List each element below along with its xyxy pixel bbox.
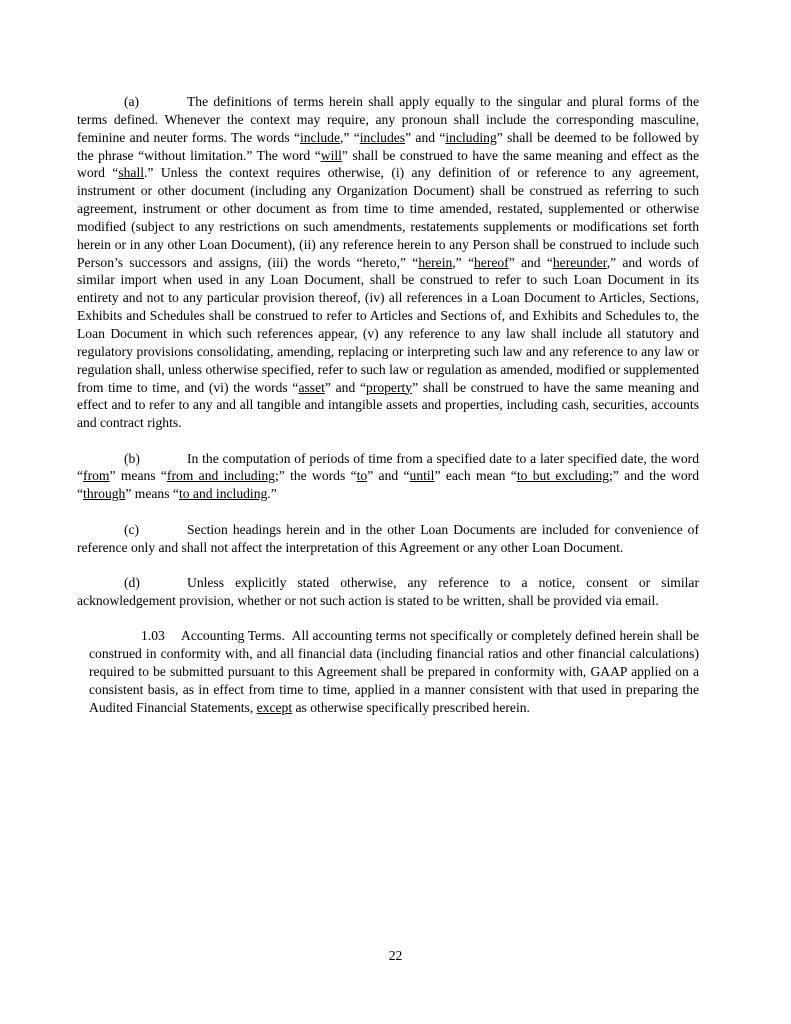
defined-term-will: will (320, 147, 342, 163)
paragraph-d-text: Unless explicitly stated otherwise, any reference to a notice, consent or similar acknowledgement provision, whether or not such action is stated to be written, shall be provided via email. (77, 575, 699, 608)
section-number: 1.03 (141, 628, 165, 644)
text-run: ;” the words “ (274, 468, 357, 484)
paragraph-d-label: (d) (124, 575, 140, 591)
paragraph-d (77, 574, 699, 610)
text-run: ” and “ (367, 468, 410, 484)
defined-term-from: from (83, 468, 110, 484)
text-run: ” and “ (508, 254, 553, 270)
paragraph-a-label: (a) (124, 94, 140, 109)
text-run: ” and “ (324, 379, 367, 395)
defined-term-to: to (356, 468, 368, 484)
text-run: ” shall be construed to have the same meaning and effect and to refer to any and all tangible and intangible assets and properties, including cash, securities, accounts and contract rights. (77, 379, 699, 431)
defined-term-until: until (409, 468, 435, 484)
text-run: In the computation of periods of time from a specified date to a later specified date, the word “ (77, 450, 699, 484)
defined-term-includes: includes (359, 129, 406, 145)
defined-term-to-but-excluding: to but excluding (516, 468, 610, 484)
defined-term-to-and-including: to and including (178, 486, 268, 502)
text-run: as otherwise specifically prescribed herein. (292, 699, 530, 715)
paragraph-c-text: Section headings herein and in the other Loan Documents are included for convenience of reference only and shall not affect the interpretation of this Agreement or any other Loan Document. (77, 521, 699, 555)
defined-term-asset: asset (298, 379, 325, 395)
text-run: ” shall be deemed to be followed by the phrase “without limitation.” The word “ (77, 129, 700, 163)
paragraph-a (77, 93, 699, 432)
text-run: ;” and the word “ (77, 468, 699, 502)
text-run: ” means “ (109, 468, 167, 484)
paragraph-b (77, 450, 699, 504)
text-run: The definitions of terms herein shall apply equally to the singular and plural forms of the terms defined. Whenever the context may require, any pronoun shall include the corresponding masculine, feminine and neuter forms. The words “ (77, 94, 699, 145)
text-run: ” each mean “ (434, 468, 517, 484)
defined-term-hereunder: hereunder (552, 254, 607, 270)
defined-term-include: include (299, 129, 340, 145)
text-run: .” (267, 486, 277, 502)
section-title: Accounting Terms. (181, 628, 285, 644)
paragraph-c-label: (c) (124, 521, 140, 537)
text-run: ” means “ (125, 486, 179, 502)
text-run: ,” “ (452, 254, 474, 270)
text-run: ,” “ (340, 129, 360, 145)
text-run: ” shall be construed to have the same meaning and effect as the word “ (77, 147, 699, 181)
page-content (77, 93, 699, 717)
paragraph-b-label: (b) (124, 450, 140, 466)
page-number: 22 (388, 948, 403, 963)
defined-term-including: including (445, 129, 497, 145)
defined-term-property: property (366, 379, 413, 395)
text-run: ” and “ (405, 129, 446, 145)
defined-term-from-and-including: from and including (166, 468, 275, 484)
paragraph-c (77, 521, 699, 557)
section-1-03 (77, 627, 699, 716)
defined-term-shall: shall (118, 165, 145, 181)
defined-term-through: through (83, 486, 126, 502)
text-run: ,” and words of similar import when used in any Loan Document, shall be construed to refer to such Loan Document in its entirety and not to any particular provision thereof, (iv) all references in a Loan Document to Articles, Sections, Exhibits and Schedules shall be construed to refer to Articles and Sections of, and Exhibits and Schedules to, the Loan Document in which such references appear, (v) any reference to any law shall include all statutory and regulatory provisions consolidating, amending, replacing or interpreting such law and any reference to any law or regulation shall, unless otherwise specified, refer to such law or regulation as amended, modified or supplemented from time to time, and (vi) the words “ (77, 254, 699, 395)
defined-term-except: except (256, 699, 293, 715)
defined-term-hereof: hereof (473, 254, 509, 270)
text-run: All accounting terms not specifically or completely defined herein shall be construed in conformity with, and all financial data (including financial ratios and other financial calculations) required to be submitted pursuant to this Agreement shall be prepared in conformity with, GAAP applied on a consistent basis, as in effect from time to time, applied in a manner consistent with that used in preparing the Audited Financial Statements, (89, 628, 699, 715)
defined-term-herein: herein (418, 254, 453, 270)
text-run: .” Unless the context requires otherwise, (i) any definition of or reference to any agreement, instrument or other document (including any Organization Document) shall be construed as referring to such agreement, instrument or other document as from time to time amended, restated, supplemented or otherwise modified (subject to any restrictions on such amendments, restatements supplements or modifications set forth herein or in any other Loan Document), (ii) any reference herein to any Person shall be construed to include such Person’s successors and assigns, (iii) the words “hereto,” “ (77, 165, 699, 270)
